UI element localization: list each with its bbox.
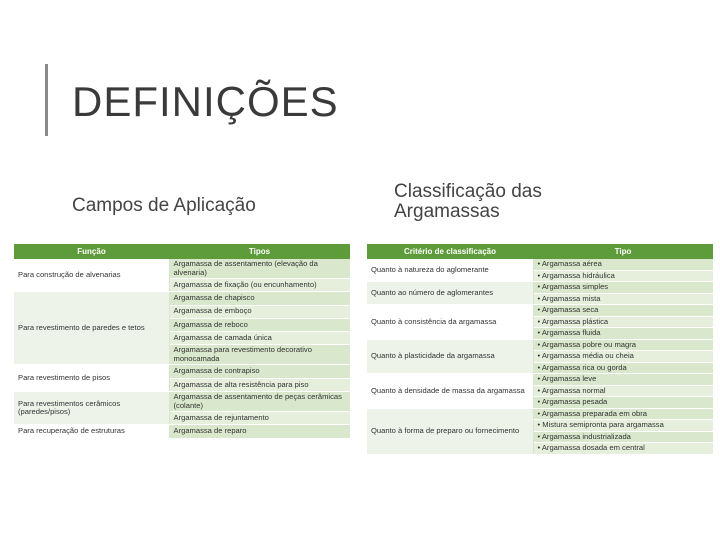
table-row bbox=[367, 305, 713, 317]
left-heading: Campos de Aplicação bbox=[72, 195, 256, 216]
table-row bbox=[14, 425, 350, 438]
type-cell: Argamassa de chapisco bbox=[169, 292, 350, 305]
group-label-cell: Para revestimento de paredes e tetos bbox=[14, 292, 169, 365]
table-row bbox=[367, 408, 713, 420]
type-cell: • Argamassa simples bbox=[533, 282, 713, 294]
type-cell: Argamassa de assentamento (elevação da alvenaria) bbox=[169, 259, 350, 279]
type-cell: • Argamassa leve bbox=[533, 374, 713, 386]
type-cell: Argamassa de fixação (ou encunhamento) bbox=[169, 279, 350, 292]
type-cell: • Argamassa mista bbox=[533, 293, 713, 305]
type-cell: Argamassa de assentamento de peças cerâmicas (colante) bbox=[169, 392, 350, 412]
table-header-row bbox=[14, 244, 350, 259]
table-row bbox=[14, 259, 350, 279]
type-cell: • Mistura semipronta para argamassa bbox=[533, 420, 713, 432]
header-tipos: Tipos bbox=[169, 244, 350, 259]
type-cell: • Argamassa dosada em central bbox=[533, 443, 713, 455]
type-cell: • Argamassa hidráulica bbox=[533, 270, 713, 282]
group-label-cell: Para revestimentos cerâmicos (paredes/pisos) bbox=[14, 392, 169, 425]
type-cell: Argamassa para revestimento decorativo monocamada bbox=[169, 345, 350, 365]
table-row bbox=[14, 292, 350, 305]
type-cell: Argamassa de rejuntamento bbox=[169, 412, 350, 425]
group-label-cell: Para construção de alvenarias bbox=[14, 259, 169, 292]
header-criterio: Critério de classificação bbox=[367, 244, 533, 259]
type-cell: Argamassa de camada única bbox=[169, 332, 350, 345]
type-cell: Argamassa de reboco bbox=[169, 318, 350, 331]
type-cell: Argamassa de emboço bbox=[169, 305, 350, 318]
group-label-cell: Quanto à forma de preparo ou fornecimento bbox=[367, 408, 533, 454]
right-heading: Classificação das Argamassas bbox=[394, 181, 542, 222]
group-label-cell: Quanto à plasticidade da argamassa bbox=[367, 339, 533, 374]
type-cell: • Argamassa seca bbox=[533, 305, 713, 317]
type-cell: • Argamassa média ou cheia bbox=[533, 351, 713, 363]
group-label-cell: Quanto à natureza do aglomerante bbox=[367, 259, 533, 282]
title-accent-bar bbox=[45, 64, 48, 136]
type-cell: Argamassa de contrapiso bbox=[169, 365, 350, 378]
table-row bbox=[14, 365, 350, 378]
type-cell: • Argamassa fluida bbox=[533, 328, 713, 340]
type-cell: • Argamassa preparada em obra bbox=[533, 408, 713, 420]
type-cell: • Argamassa industrializada bbox=[533, 431, 713, 443]
table-row bbox=[367, 374, 713, 386]
table-row bbox=[367, 259, 713, 270]
table-header-row bbox=[367, 244, 713, 259]
type-cell: • Argamassa normal bbox=[533, 385, 713, 397]
group-label-cell: Quanto à consistência da argamassa bbox=[367, 305, 533, 340]
classificacao-table bbox=[367, 244, 713, 455]
table-row bbox=[367, 282, 713, 294]
type-cell: • Argamassa pesada bbox=[533, 397, 713, 409]
type-cell: • Argamassa pobre ou magra bbox=[533, 339, 713, 351]
table-row bbox=[367, 339, 713, 351]
aplicacao-table bbox=[14, 244, 350, 439]
slide-title: DEFINIÇÕES bbox=[72, 78, 339, 125]
group-label-cell: Para revestimento de pisos bbox=[14, 365, 169, 392]
group-label-cell: Quanto ao número de aglomerantes bbox=[367, 282, 533, 305]
type-cell: Argamassa de alta resistência para piso bbox=[169, 378, 350, 391]
type-cell: • Argamassa plástica bbox=[533, 316, 713, 328]
header-funcao: Função bbox=[14, 244, 169, 259]
type-cell: Argamassa de reparo bbox=[169, 425, 350, 438]
group-label-cell: Quanto à densidade de massa da argamassa bbox=[367, 374, 533, 409]
table-row bbox=[14, 392, 350, 412]
header-tipo: Tipo bbox=[533, 244, 713, 259]
type-cell: • Argamassa rica ou gorda bbox=[533, 362, 713, 374]
group-label-cell: Para recuperação de estruturas bbox=[14, 425, 169, 438]
type-cell: • Argamassa aérea bbox=[533, 259, 713, 270]
